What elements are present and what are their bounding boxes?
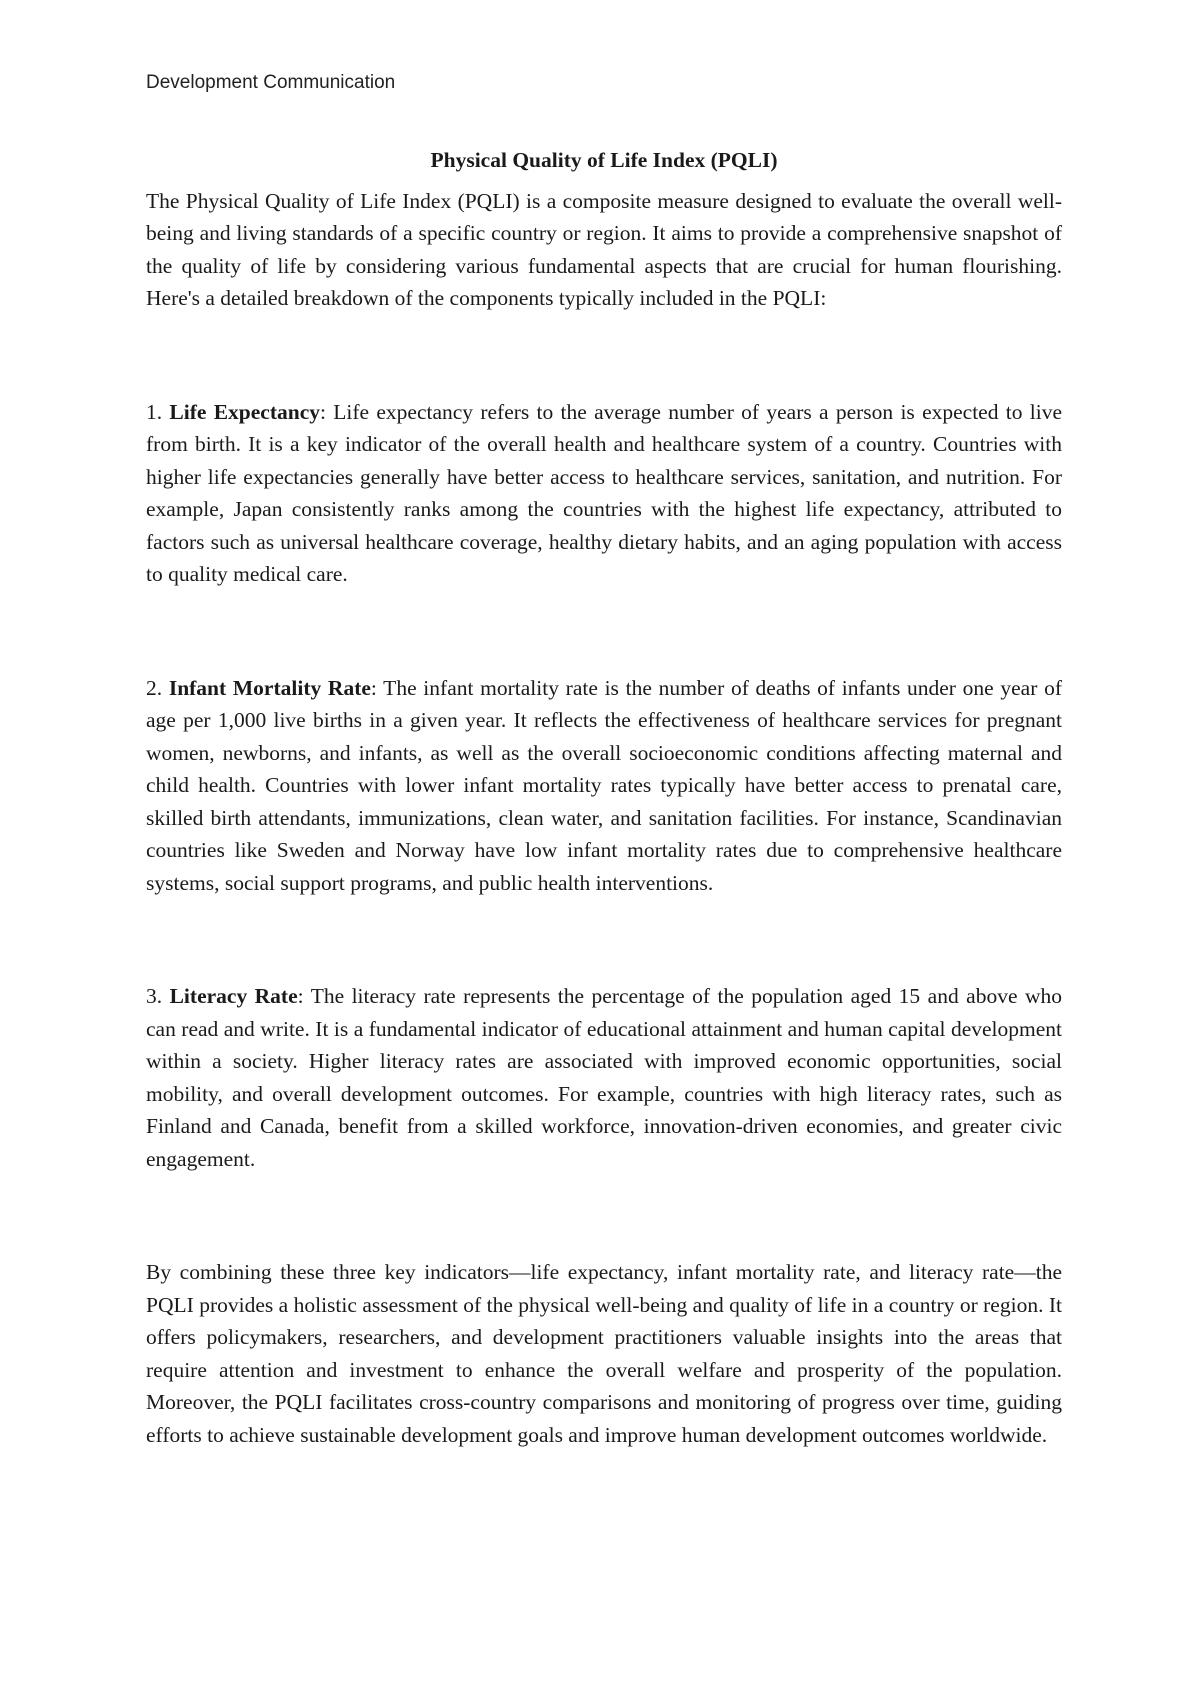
list-item-infant-mortality-rate xyxy=(146,672,1062,900)
intro-paragraph: The Physical Quality of Life Index (PQLI) is a composite measure designed to evaluate the overall well-being and living standards of a specific country or region. It aims to provide a comprehensive snapshot of the quality of life by considering various fundamental aspects that are crucial for human flourishing. Here's a detailed breakdown of the components typically included in the PQLI: xyxy=(146,188,1062,310)
item-text: : Life expectancy refers to the average number of years a person is expected to live from birth. It is a key indicator of the overall health and healthcare system of a country. Countries with higher life expectancies generally have better access to healthcare services, sanitation, and nutrition. For example, Japan consistently ranks among the countries with the highest life expectancy, attributed to factors such as universal healthcare coverage, healthy dietary habits, and an aging population with access to quality medical care. xyxy=(146,399,1063,586)
item-number: 1. xyxy=(146,399,163,424)
item-term: Life Expectancy xyxy=(169,399,321,424)
document-body xyxy=(146,144,1062,1451)
item-number: 3. xyxy=(146,984,163,1008)
list-item-life-expectancy xyxy=(146,396,1062,591)
running-header: Development Communication xyxy=(146,72,396,93)
item-term: Infant Mortality Rate xyxy=(168,675,371,700)
document-title: Physical Quality of Life Index (PQLI) xyxy=(430,148,778,172)
item-text: : The literacy rate represents the percentage of the population aged 15 and above who can read and write. It is a fundamental indicator of educational attainment and human capital development within a society. Higher literacy rates are associated with improved economic opportunities, social mobility, and overall development outcomes. For example, countries with high literacy rates, such as Finland and Canada, benefit from a skilled workforce, innovation-driven economies, and greater civic engagement. xyxy=(146,984,1062,1171)
conclusion-paragraph: By combining these three key indicators—life expectancy, infant mortality rate, and literacy rate—the PQLI provides a holistic assessment of the physical well-being and quality of life in a country or region. It offers policymakers, researchers, and development practitioners valuable insights into the areas that require attention and investment to enhance the overall welfare and prosperity of the population. Moreover, the PQLI facilitates cross-country comparisons and monitoring of progress over time, guiding efforts to achieve sustainable development goals and improve human development outcomes worldwide. xyxy=(146,1260,1062,1447)
list-item-literacy-rate xyxy=(146,980,1062,1175)
item-term: Literacy Rate xyxy=(169,984,298,1008)
item-text: : The infant mortality rate is the number of deaths of infants under one year of age per 1,000 live births in a given year. It reflects the effectiveness of healthcare services for pregnant women, newborns, and infants, as well as the overall socioeconomic conditions affecting maternal and child health. Countries with lower infant mortality rates typically have better access to prenatal care, skilled birth attendants, immunizations, clean water, and sanitation facilities. For instance, Scandinavian countries like Sweden and Norway have low infant mortality rates due to comprehensive healthcare systems, social support programs, and public health interventions. xyxy=(146,675,1062,895)
item-number: 2. xyxy=(146,675,163,700)
